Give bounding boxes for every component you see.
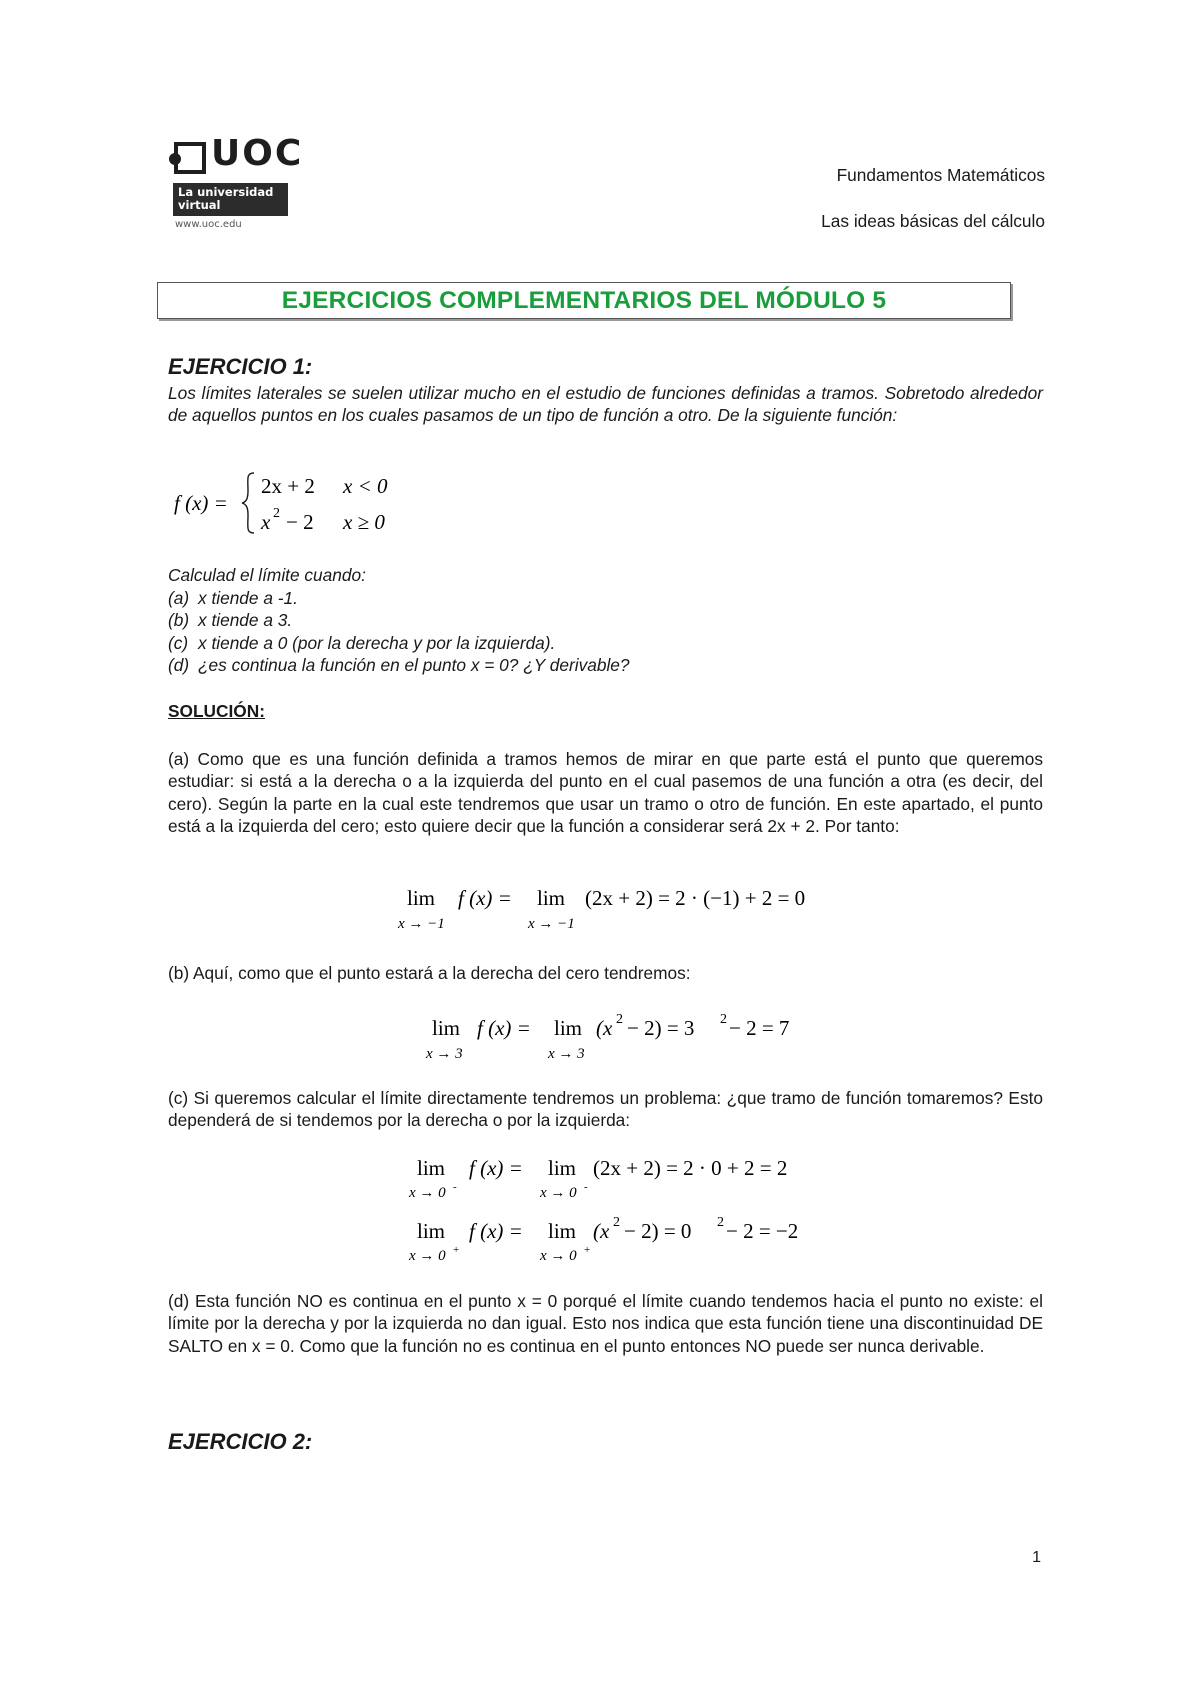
lim-side: + (584, 1244, 591, 1256)
equation-a-expression: (2x + 2) = 2 · (−1) + 2 = 0 (585, 886, 806, 910)
equation-c1-svg (405, 1150, 825, 1210)
solution-a: (a) Como que es una función definida a tramos hemos de mirar en que parte está el punto que queremos estudiar: si está a la derecha o a la izquierda del punto en el cual pasemos de una función a otra (es decir, del cero). Según la parte en la cual este tendremos que usar un tramo o otro de función. En este apartado, el punto está a la izquierda del cero; esto quiere decir que la función a considerar será 2x + 2. Por tanto: (168, 749, 1043, 837)
list-item (168, 587, 630, 609)
lim-subscript: x → 0 (540, 1248, 577, 1264)
piece1-expr: 2x + 2 (261, 474, 315, 498)
solution-c: (c) Si queremos calcular el límite directamente tendremos un problema: ¿que tramo de función tomaremos? Esto dependerá de si tendemos por la derecha o por la izquierda: (168, 1088, 1043, 1131)
list-item (168, 654, 630, 676)
equation-c1 (405, 1150, 825, 1210)
lim-subscript: x → −1 (528, 916, 575, 932)
lim-label: lim (407, 886, 436, 910)
item-text: x tiende a 3. (198, 610, 293, 631)
logo-wordmark: UOC (211, 133, 304, 174)
item-label: (b) (168, 610, 190, 631)
equation-a-svg (390, 880, 830, 940)
fx-label: f (x) = (469, 1219, 523, 1243)
piece2-base: x (261, 510, 271, 534)
header-course: Fundamentos Matemáticos (836, 165, 1045, 185)
lim-subscript: x → 0 (409, 1248, 446, 1264)
solution-d: (d) Esta función NO es continua en el punto x = 0 porqué el límite cuando tendemos hacia el punto no existe: el límite por la derecha y por la izquierda no dan igual. Esto nos indica que esta función tiene una discontinuidad DE SALTO en x = 0. Como que la función no es continua en el punto entonces NO puede ser nunca derivable. (168, 1291, 1043, 1356)
eq-b-open: (x (596, 1016, 613, 1040)
lim-label: lim (548, 1156, 577, 1180)
header-topic: Las ideas básicas del cálculo (821, 211, 1045, 231)
piecewise-function-svg (168, 465, 428, 540)
lim-label: lim (432, 1016, 461, 1040)
eq-c2-open: (x (593, 1219, 610, 1243)
uoc-logo-mark-icon (168, 142, 208, 176)
exercise-2-heading: EJERCICIO 2: (168, 1429, 313, 1454)
exercise-1-prompt: Calculad el límite cuando: (168, 565, 366, 585)
lim-label: lim (417, 1156, 446, 1180)
equation-b-svg (420, 1005, 840, 1070)
fx-label: f (x) = (469, 1156, 523, 1180)
uoc-logo (168, 133, 304, 235)
piece1-cond: x < 0 (343, 474, 388, 498)
item-text: x tiende a 0 (por la derecha y por la izquierda). (198, 632, 556, 653)
document-title: EJERCICIOS COMPLEMENTARIOS DEL MÓDULO 5 (281, 286, 887, 314)
lim-subscript: x → 3 (548, 1046, 585, 1062)
page-number: 1 (1032, 1549, 1041, 1566)
eq-c2-exp1: 2 (613, 1215, 620, 1230)
item-label: (a) (168, 588, 190, 608)
piece2-cond: x ≥ 0 (343, 510, 385, 534)
lim-subscript: x → 0 (540, 1185, 577, 1201)
exercise-1-items (168, 587, 630, 677)
equation-c2-svg (405, 1208, 825, 1273)
piece2-exponent: 2 (273, 506, 280, 521)
piece2-rest: − 2 (286, 510, 314, 534)
eq-c2-mid: − 2) = 0 (624, 1219, 692, 1243)
equation-c1-expression: (2x + 2) = 2 · 0 + 2 = 2 (593, 1156, 788, 1180)
lim-label: lim (537, 886, 566, 910)
lim-subscript: x → 3 (426, 1046, 463, 1062)
equation-a (390, 880, 830, 940)
item-label: (d) (168, 655, 190, 676)
list-item (168, 632, 630, 654)
exercise-1-statement: Los límites laterales se suelen utilizar mucho en el estudio de funciones definidas a tramos. Sobretodo alrededor de aquellos puntos en los cuales pasamos de un tipo de función a otro. De la siguiente función: (168, 383, 1043, 426)
logo-tagline (173, 183, 288, 216)
solution-b: (b) Aquí, como que el punto estará a la derecha del cero tendremos: (168, 963, 691, 983)
eq-b-mid: − 2) = 3 (627, 1016, 695, 1040)
logo-url: www.uoc.edu (175, 219, 242, 230)
equation-c2 (405, 1208, 825, 1273)
equation-b (420, 1005, 840, 1070)
fx-label: f (x) = (477, 1016, 531, 1040)
exercise-1-heading: EJERCICIO 1: (168, 354, 313, 379)
fx-label: f (x) = (458, 886, 512, 910)
lim-side: - (584, 1181, 588, 1193)
item-label: (c) (168, 632, 189, 653)
lim-label: lim (417, 1219, 446, 1243)
lim-subscript: x → 0 (409, 1185, 446, 1201)
list-item (168, 609, 630, 631)
lim-side: - (453, 1181, 457, 1193)
lim-side: + (453, 1244, 460, 1256)
lim-label: lim (554, 1016, 583, 1040)
function-lhs: f (x) = (174, 491, 228, 515)
logo-tagline-line1: La universidad (178, 185, 274, 199)
lim-label: lim (548, 1219, 577, 1243)
eq-b-exp1: 2 (616, 1012, 623, 1027)
title-box (157, 282, 1011, 319)
left-brace (242, 473, 254, 533)
solution-heading: SOLUCIÓN: (168, 701, 265, 721)
eq-b-end: − 2 = 7 (729, 1016, 790, 1040)
item-text: ¿es continua la función en el punto x = 0? ¿Y derivable? (198, 655, 630, 676)
eq-b-exp2: 2 (720, 1012, 727, 1027)
logo-tagline-line2: virtual (178, 198, 221, 212)
eq-c2-end: − 2 = −2 (726, 1219, 799, 1243)
lim-subscript: x → −1 (398, 916, 445, 932)
piecewise-function (168, 465, 428, 540)
item-text: x tiende a -1. (198, 588, 298, 608)
eq-c2-exp2: 2 (717, 1215, 724, 1230)
